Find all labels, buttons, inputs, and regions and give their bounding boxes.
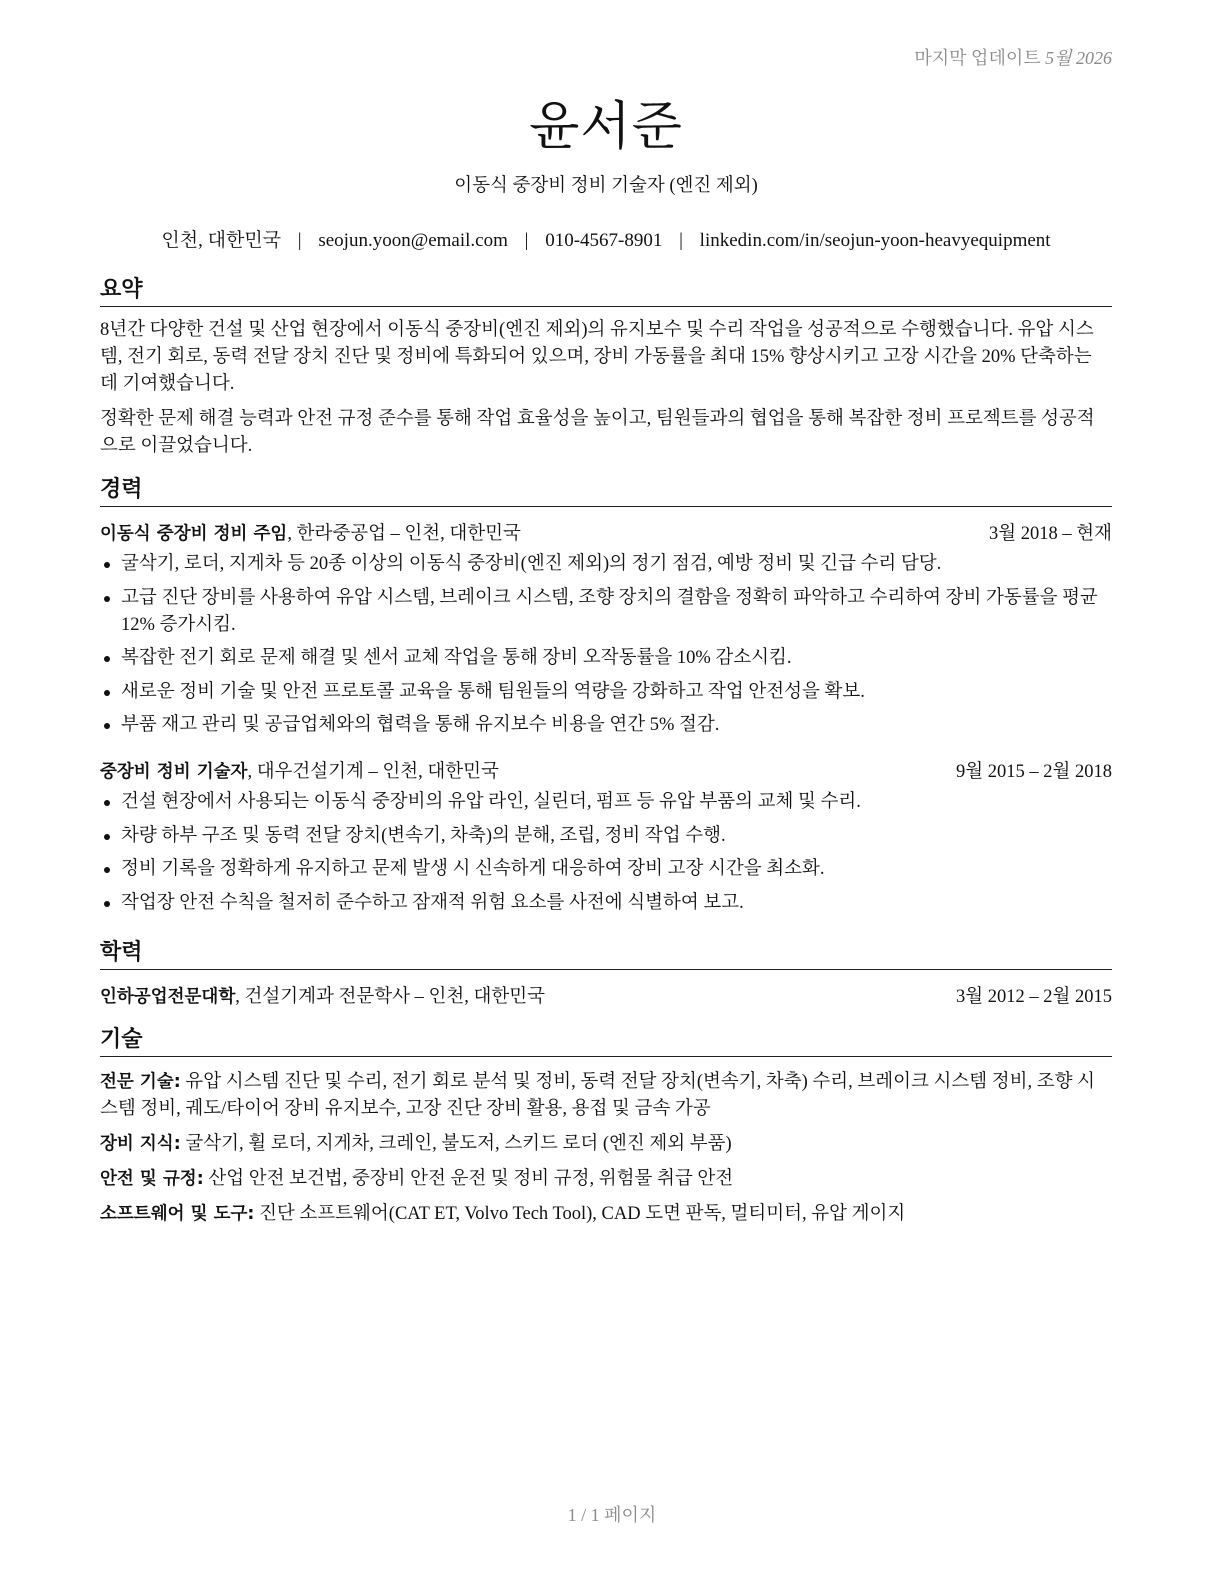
job-bullets bbox=[100, 551, 1112, 739]
contact-separator: | bbox=[297, 230, 302, 251]
job-bullet: 정비 기록을 정확하게 유지하고 문제 발생 시 신속하게 대응하여 장비 고장 시간을 최소화. bbox=[100, 856, 1112, 883]
contact-separator: | bbox=[679, 230, 683, 251]
contact-linkedin[interactable]: linkedin.com/in/seojun-yoon-heavyequipment bbox=[699, 230, 1051, 251]
job-entry bbox=[100, 521, 1112, 739]
job-bullet: 작업장 안전 수칙을 철저히 준수하고 잠재적 위험 요소를 사전에 식별하여 보고. bbox=[100, 890, 1112, 917]
job-position bbox=[100, 759, 499, 785]
job-role: 중장비 정비 기술자 bbox=[100, 762, 248, 782]
last-updated-label: 마지막 업데이트 bbox=[914, 48, 1041, 68]
summary-paragraph: 8년간 다양한 건설 및 산업 현장에서 이동식 중장비(엔진 제외)의 유지보수 및 수리 작업을 성공적으로 수행했습니다. 유압 시스템, 전기 회로, 동력 전달 장치 진단 및 정비에 특화되어 있으며, 장비 가동률을 최대 15% 향상시키고 고장 시간을 20% 단축하는 데 기여했습니다. bbox=[100, 320, 1094, 394]
section-title-summary: 요약 bbox=[100, 276, 1112, 307]
page-indicator: 1 / 1 페이지 bbox=[567, 1505, 657, 1525]
skill-item bbox=[100, 1131, 1112, 1158]
skill-text: 유압 시스템 진단 및 수리, 전기 회로 분석 및 정비, 동력 전달 장치(변속기, 차축) 수리, 브레이크 시스템 정비, 조향 시스템 정비, 궤도/타이어 장비 유지보수, 고장 진단 장비 활용, 용접 및 금속 가공 bbox=[100, 1072, 1095, 1119]
skill-item bbox=[100, 1069, 1112, 1123]
job-bullet: 굴삭기, 로더, 지게차 등 20종 이상의 이동식 중장비(엔진 제외)의 정기 점검, 예방 정비 및 긴급 수리 담당. bbox=[100, 551, 1112, 578]
section-title-skills: 기술 bbox=[100, 1026, 1112, 1057]
job-bullet: 부품 재고 관리 및 공급업체와의 협력을 통해 유지보수 비용을 연간 5% 절감. bbox=[100, 712, 1112, 739]
education-detail: , 건설기계과 전문학사 – 인천, 대한민국 bbox=[235, 987, 545, 1007]
experience-section bbox=[100, 476, 1112, 923]
contact-location: 인천, 대한민국 bbox=[161, 230, 282, 251]
job-entry bbox=[100, 759, 1112, 917]
last-updated bbox=[914, 44, 1112, 70]
candidate-name: 윤서준 bbox=[529, 97, 683, 157]
skill-text: 진단 소프트웨어(CAT ET, Volvo Tech Tool), CAD 도면 판독, 멀티미터, 유압 게이지 bbox=[254, 1204, 906, 1224]
last-updated-date: 5월 2026 bbox=[1045, 48, 1112, 68]
skill-label: 안전 및 규정: bbox=[100, 1169, 204, 1189]
job-title: 이동식 중장비 정비 기술자 (엔진 제외) bbox=[454, 176, 758, 196]
summary-section bbox=[100, 276, 1112, 460]
skills-section bbox=[100, 1026, 1112, 1228]
job-org: , 대우건설기계 – 인천, 대한민국 bbox=[247, 762, 499, 782]
contact-line bbox=[100, 225, 1112, 252]
job-position bbox=[100, 521, 521, 547]
summary-paragraph: 정확한 문제 해결 능력과 안전 규정 준수를 통해 작업 효율성을 높이고, 팀원들과의 협업을 통해 복잡한 정비 프로젝트를 성공적으로 이끌었습니다. bbox=[100, 409, 1095, 456]
skill-item bbox=[100, 1201, 1112, 1228]
job-dates: 3월 2018 – 현재 bbox=[989, 524, 1112, 544]
job-header bbox=[100, 759, 1112, 785]
section-title-experience: 경력 bbox=[100, 476, 1112, 507]
skill-text: 산업 안전 보건법, 중장비 안전 운전 및 정비 규정, 위험물 취급 안전 bbox=[203, 1169, 734, 1189]
job-role: 이동식 중장비 정비 주임 bbox=[100, 524, 288, 544]
contact-email[interactable]: seojun.yoon@email.com bbox=[318, 230, 508, 251]
job-bullet: 건설 현장에서 사용되는 이동식 중장비의 유압 라인, 실린더, 펌프 등 유압 부품의 교체 및 수리. bbox=[100, 789, 1112, 816]
job-header bbox=[100, 521, 1112, 547]
education-entry bbox=[100, 984, 1112, 1010]
job-bullets bbox=[100, 789, 1112, 917]
job-dates: 9월 2015 – 2월 2018 bbox=[956, 762, 1112, 782]
education-dates: 3월 2012 – 2월 2015 bbox=[956, 987, 1112, 1007]
job-bullet: 차량 하부 구조 및 동력 전달 장치(변속기, 차축)의 분해, 조립, 정비 작업 수행. bbox=[100, 823, 1112, 850]
section-title-education: 학력 bbox=[100, 939, 1112, 970]
skill-label: 소프트웨어 및 도구: bbox=[100, 1204, 255, 1224]
education-school: 인하공업전문대학 bbox=[100, 987, 236, 1007]
job-bullet: 복잡한 전기 회로 문제 해결 및 센서 교체 작업을 통해 장비 오작동률을 10% 감소시킴. bbox=[100, 645, 1112, 672]
job-org: , 한라중공업 – 인천, 대한민국 bbox=[287, 524, 521, 544]
skill-label: 장비 지식: bbox=[100, 1134, 181, 1154]
education-school-line bbox=[100, 984, 545, 1010]
skill-label: 전문 기술: bbox=[100, 1072, 181, 1092]
education-section bbox=[100, 939, 1112, 1010]
skill-text: 굴삭기, 휠 로더, 지게차, 크레인, 불도저, 스키드 로더 (엔진 제외 부품) bbox=[180, 1134, 732, 1154]
contact-separator: | bbox=[524, 230, 529, 251]
job-bullet: 고급 진단 장비를 사용하여 유압 시스템, 브레이크 시스템, 조향 장치의 결함을 정확히 파악하고 수리하여 장비 가동률을 평균 12% 증가시킴. bbox=[100, 585, 1112, 639]
job-bullet: 새로운 정비 기술 및 안전 프로토콜 교육을 통해 팀원들의 역량을 강화하고 작업 안전성을 확보. bbox=[100, 679, 1112, 706]
skill-item bbox=[100, 1166, 1112, 1193]
contact-phone: 010-4567-8901 bbox=[545, 230, 663, 251]
